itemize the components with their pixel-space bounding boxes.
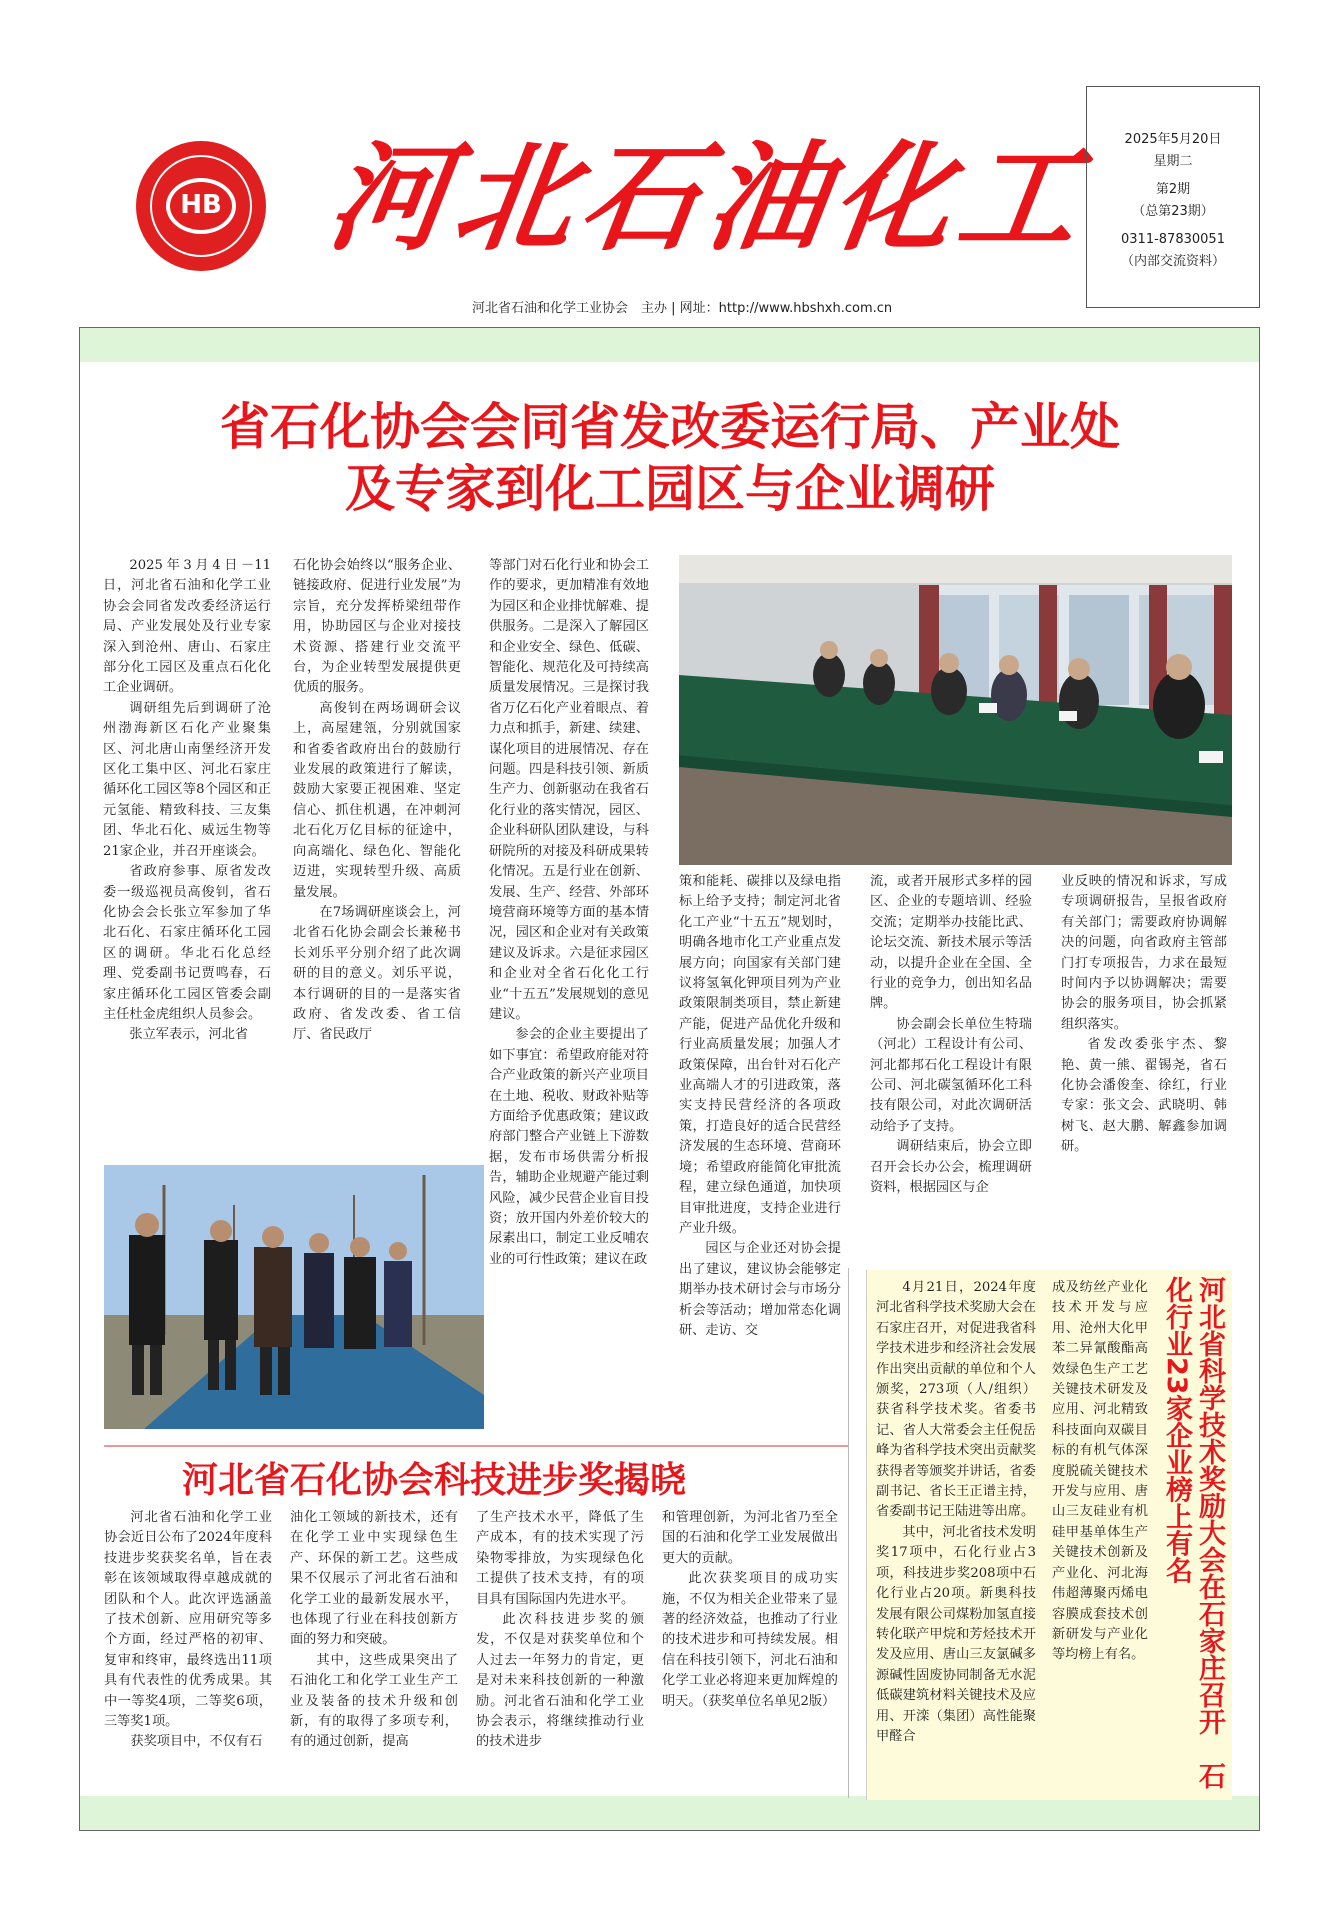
award-col1-para: 获奖项目中，不仅有石 — [130, 1734, 263, 1750]
award-column-1 — [104, 1508, 272, 1788]
lead-col3-para: 参会的企业主要提出了如下事宜：希望政府能对符合产业政策的新兴产业项目在土地、税收、财政补贴等方面给予优惠政策；建议政府部门整合产业链上下游数据，发布市场供需分析报告，辅助企业规避产能过剩风险，减少民营企业盲目投资；放开国内外差价较大的尿素出口，制定工业反哺农业的可行性政策；建议在政 — [489, 1027, 649, 1267]
award-col2-para: 油化工领域的新技术，还有在化学工业中实现绿色生产、环保的新工艺。这些成果不仅展示了河北省石油和化学工业的最新发展水平，也体现了行业在科技创新方面的努力和突破。 — [290, 1510, 458, 1648]
issue-info-box — [1086, 86, 1260, 308]
outdoor-visit-photo — [104, 1165, 484, 1429]
award-col4-para: 此次获奖项目的成功实施，不仅为相关企业带来了显著的经济效益，也推动了行业的技术进步和可持续发展。相信在科技引领下，河北石油和化学工业必将迎来更加辉煌的明天。（获奖单位名单见2版） — [662, 1571, 838, 1709]
top-green-bar — [80, 328, 1259, 362]
issue-weekday: 星期二 — [1153, 154, 1193, 169]
bottom-green-bar — [80, 1796, 1259, 1830]
meeting-scene-image — [679, 555, 1232, 865]
lead-column-1 — [103, 556, 271, 1136]
issue-date: 2025年5月20日 — [1124, 132, 1222, 147]
lead-col4-para: 园区与企业还对协会提出了建议，建议协会能够定期举办技术研讨会与市场分析会等活动；增加常态化调研、走访、交 — [679, 1241, 841, 1338]
sidebar-col1-para: 4月21日，2024年度河北省科学技术奖励大会在石家庄召开，对促进我省科学技术进步和经济社会发展作出突出贡献的单位和个人颁奖，273项（人/组织）获省科学技术奖。省委书记、省人大常委会主任倪岳峰为省科学技术突出贡献奖获得者等颁奖并讲话，省委副书记、省长王正谱主持，省委副书记王陆进等出席。 — [876, 1280, 1036, 1520]
sidebar-col2-para: 成及纺丝产业化技术开发与应用、沧州大化甲苯二异氰酸酯高效绿色生产工艺关键技术研发及应用、河北精致科技面向双碳目标的有机气体深度脱硫关键技术开发与应用、唐山三友硅业有机硅甲基单体生产关键技术创新及产业化、河北海伟超薄聚丙烯电容膜成套技术创新研发与产业化等均榜上有名。 — [1052, 1280, 1148, 1663]
lead-col6-para: 业反映的情况和诉求，写成专项调研报告，呈报省政府有关部门；需要政府协调解决的问题，向省政府主管部门打专项报告，力求在最短时间内予以协调解决；需要协会的服务项目，协会抓紧组织落实。 — [1061, 874, 1227, 1032]
sidebar-column-2 — [1052, 1278, 1148, 1798]
lead-col1-para: 2025年3月4日－11日，河北省石油和化学工业协会会同省发改委经济运行局、产业发展处及行业专家深入到沧州、唐山、石家庄部分化工园区及重点石化化工企业调研。 — [103, 558, 271, 696]
issue-note: （内部交流资料） — [1120, 254, 1225, 269]
award-column-4 — [662, 1508, 838, 1788]
lead-col1-para: 张立军表示，河北省 — [129, 1027, 249, 1043]
lead-column-4 — [679, 872, 841, 1420]
lead-col6-para: 省发改委张宇杰、黎艳、黄一熊、翟锡尧，省石化协会潘俊奎、徐红，行业专家：张文会、武晓明、韩树飞、赵大鹏、解鑫参加调研。 — [1061, 1037, 1227, 1155]
award-headline: 河北省石化协会科技进步奖揭晓 — [182, 1460, 687, 1501]
lead-col1-para: 省政府参事、原省发改委一级巡视员高俊钊，省石化协会会长张立军参加了华北石化、石家庄循环化工园区的调研。华北石化总经理、党委副书记贾鸣春，石家庄循环化工园区管委会副主任杜金虎组织人员参会。 — [103, 864, 271, 1022]
lead-col2-para: 在7场调研座谈会上，河北省石化协会副会长兼秘书长刘乐平分别介绍了此次调研的目的意义。刘乐平说，本行调研的目的一是落实省政府、省发改委、省工信厅、省民政厅 — [293, 904, 461, 1043]
lead-headline — [110, 396, 1230, 520]
award-col2-para: 其中，这些成果突出了石油化工和化学工业生产工业及装备的技术升级和创新，有的取得了多项专利，有的通过创新，提高 — [290, 1652, 458, 1750]
lead-col2-para: 石化协会始终以“服务企业、链接政府、促进行业发展”为宗旨，充分发挥桥梁纽带作用，协助园区与企业对接技术资源、搭建行业交流平台，为企业转型发展提供更优质的服务。 — [293, 558, 461, 696]
lead-headline-line-2: 及专家到化工园区与企业调研 — [345, 460, 995, 518]
lead-column-3 — [489, 556, 649, 1416]
award-column-2 — [290, 1508, 458, 1788]
section-divider — [104, 1445, 848, 1447]
lead-column-5 — [870, 872, 1032, 1262]
sponsor-line: 河北省石油和化学工业协会 主办 | 网址：http://www.hbshxh.com.cn — [472, 301, 893, 316]
award-col3-para: 了生产技术水平，降低了生产成本，有的技术实现了污染物零排放，为实现绿色化工提供了技术支持，有的项目具有国际国内先进水平。 — [476, 1510, 644, 1607]
column-divider — [848, 1268, 849, 1798]
issue-total: （总第23期） — [1132, 204, 1214, 219]
lead-col1-para: 调研组先后到调研了沧州渤海新区石化产业聚集区、河北唐山南堡经济开发区化工集中区、河北石家庄循环化工园区等8个园区和正元氢能、精致科技、三友集团、华北石化、威远生物等21家企业，并召开座谈会。 — [103, 700, 271, 859]
lead-col5-para: 协会副会长单位生特瑞（河北）工程设计有公司、河北都邦石化工程设计有限公司、河北碳氢循环化工科技有限公司，对此次调研活动给予了支持。 — [870, 1016, 1032, 1134]
lead-col4-para: 策和能耗、碳排以及绿电指标上给予支持；制定河北省化工产业“十五五”规划时，明确各地市化工产业重点发展方向；向国家有关部门建议将氢氧化钾项目列为产业政策限制类项目，禁止新建产能，促进产品优化升级和行业高质量发展；加强人才政策保障，出台针对石化产业高端人才的引进政策，落实支持民营经济的各项政策，打造良好的适合民营经济发展的生态环境、营商环境；希望政府能简化审批流程，建立绿色通道，加快项目审批进度，支持企业进行产业升级。 — [679, 874, 841, 1236]
lead-col5-para: 调研结束后，协会立即召开会长办公会，梳理调研资料，根据园区与企 — [870, 1139, 1032, 1196]
lead-col2-para: 高俊钊在两场调研会议上，高屋建瓴，分别就国家和省委省政府出台的鼓励行业发展的政策进行了解读，鼓励大家要正视困难、坚定信心、抓住机遇，在冲刺河北石化万亿目标的征途中，向高端化、绿色化、智能化迈进，实现转型升级、高质量发展。 — [293, 700, 461, 900]
sidebar-vertical-headline: 河北省科学技术奖励大会在石家庄召开 石化行业23家企业榜上有名 — [1161, 1276, 1225, 1789]
association-logo — [136, 141, 266, 271]
sidebar-col1-para: 其中，河北省技术发明奖17项中，石化行业占3项，科技进步奖208项中石化行业占20项。新奥科技发展有限公司煤粉加氢直接转化联产甲烷和芳烃技术开发及应用、唐山三友氯碱多源碱性固废协同制备无水泥低碳建筑材料关键技术及应用、开滦（集团）高性能聚甲醛合 — [876, 1524, 1036, 1744]
lead-headline-line-1: 省石化协会会同省发改委运行局、产业处 — [220, 398, 1120, 456]
issue-number: 第2期 — [1155, 182, 1191, 197]
logo-monogram: HB — [166, 178, 236, 234]
lead-column-6 — [1061, 872, 1227, 1262]
sidebar-column-1 — [876, 1278, 1036, 1798]
lead-column-2 — [293, 556, 461, 1136]
lead-col5-para: 流，或者开展形式多样的园区、企业的专题培训、经验交流；定期举办技能比武、论坛交流、新技术展示等活动，以提升企业在全国、全行业的竞争力，创出知名品牌。 — [870, 874, 1032, 1012]
award-col4-para: 和管理创新，为河北省乃至全国的石油和化学工业发展做出更大的贡献。 — [662, 1510, 838, 1566]
outdoor-scene-image — [104, 1165, 484, 1429]
meeting-photo — [679, 555, 1232, 865]
newspaper-masthead: 河北石油化工 — [320, 128, 1096, 267]
lead-col3-para: 等部门对石化行业和协会工作的要求，更加精准有效地为园区和企业排忧解难、提供服务。二是深入了解园区和企业安全、绿色、低碳、智能化、规范化及可持续高质量发展情况。三是探讨我省万亿石化产业着眼点、着力点和抓手，新建、续建、谋化项目的进展情况、存在问题。四是科技引领、新质生产力、创新驱动在我省石化行业的落实情况，园区、企业科研队团队建设，与科研院所的对接及科研成果转化情况。五是行业在创新、发展、生产、经营、外部环境营商环境等方面的基本情况，园区和企业对有关政策建议及诉求。六是征求园区和企业对全省石化化工行业“十五五”发展规划的意见建议。 — [489, 558, 649, 1022]
award-column-3 — [476, 1508, 644, 1788]
award-col3-para: 此次科技进步奖的颁发，不仅是对获奖单位和个人过去一年努力的肯定，更是对未来科技创新的一种激励。河北省石油和化学工业协会表示，将继续推动行业的技术进步 — [476, 1612, 644, 1750]
issue-phone: 0311-87830051 — [1121, 232, 1225, 247]
award-col1-para: 河北省石油和化学工业协会近日公布了2024年度科技进步奖获奖名单，旨在表彰在该领域取得卓越成就的团队和个人。此次评选涵盖了技术创新、应用研究等多个方面，经过严格的初审、复审和终审，最终选出11项具有代表性的优秀成果。其中一等奖4项，二等奖6项，三等奖1项。 — [104, 1510, 272, 1730]
